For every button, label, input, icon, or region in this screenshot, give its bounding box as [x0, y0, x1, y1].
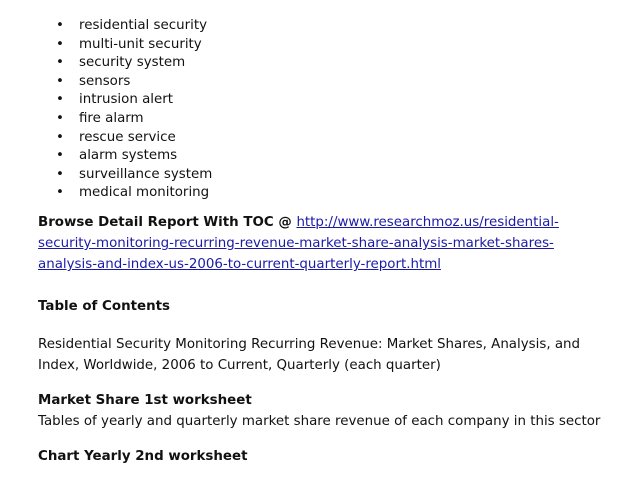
report-title-paragraph	[38, 334, 633, 376]
list-item-text: security system	[79, 55, 186, 71]
list-item	[56, 147, 212, 166]
list-item-text: surveillance system	[79, 166, 213, 182]
list-item-text: residential security	[79, 18, 207, 33]
list-item-text: medical monitoring	[79, 185, 210, 201]
report-title-line-1: Residential Security Monitoring Recurring Revenue: Market Shares, Analysis, and	[38, 337, 581, 352]
report-link-line-3[interactable]: analysis-and-index-us-2006-to-current-quarterly-report.html	[38, 257, 441, 272]
list-item-text: rescue service	[79, 129, 176, 145]
list-item	[56, 166, 212, 185]
keyword-bullet-list	[56, 17, 212, 203]
report-title-line-2: Index, Worldwide, 2006 to Current, Quarterly (each quarter)	[38, 358, 441, 373]
bullet-icon: •	[56, 73, 64, 89]
list-item-text: sensors	[79, 73, 131, 89]
bullet-icon: •	[56, 36, 64, 52]
report-link-line-1[interactable]: http://www.researchmoz.us/residential-	[296, 215, 559, 230]
bullet-icon: •	[56, 92, 64, 108]
list-item-text: intrusion alert	[79, 92, 174, 108]
list-item-text: multi-unit security	[79, 36, 202, 52]
bullet-icon: •	[56, 129, 64, 145]
list-item-text: fire alarm	[79, 110, 144, 126]
list-item	[56, 17, 212, 36]
bullet-icon: •	[56, 55, 64, 71]
bullet-icon: •	[56, 18, 64, 33]
list-item	[56, 184, 212, 203]
bullet-icon: •	[56, 166, 64, 182]
browse-label: Browse Detail Report With TOC @	[38, 215, 297, 230]
section-chart-yearly-heading: Chart Yearly 2nd worksheet	[38, 449, 248, 464]
list-item	[56, 73, 212, 92]
list-item	[56, 110, 212, 129]
list-item	[56, 91, 212, 110]
toc-heading: Table of Contents	[38, 299, 170, 314]
list-item-text: alarm systems	[79, 148, 178, 164]
section-text: Tables of yearly and quarterly market share revenue of each company in this sector	[38, 414, 601, 429]
section-market-share	[38, 390, 633, 432]
bullet-icon: •	[56, 148, 64, 164]
report-link-line-2[interactable]: security-monitoring-recurring-revenue-market-share-analysis-market-shares-	[38, 236, 554, 251]
bullet-icon: •	[56, 185, 64, 201]
bullet-icon: •	[56, 110, 64, 126]
section-heading: Market Share 1st worksheet	[38, 393, 252, 408]
list-item	[56, 129, 212, 148]
browse-report-paragraph	[38, 212, 633, 275]
list-item	[56, 36, 212, 55]
list-item	[56, 54, 212, 73]
